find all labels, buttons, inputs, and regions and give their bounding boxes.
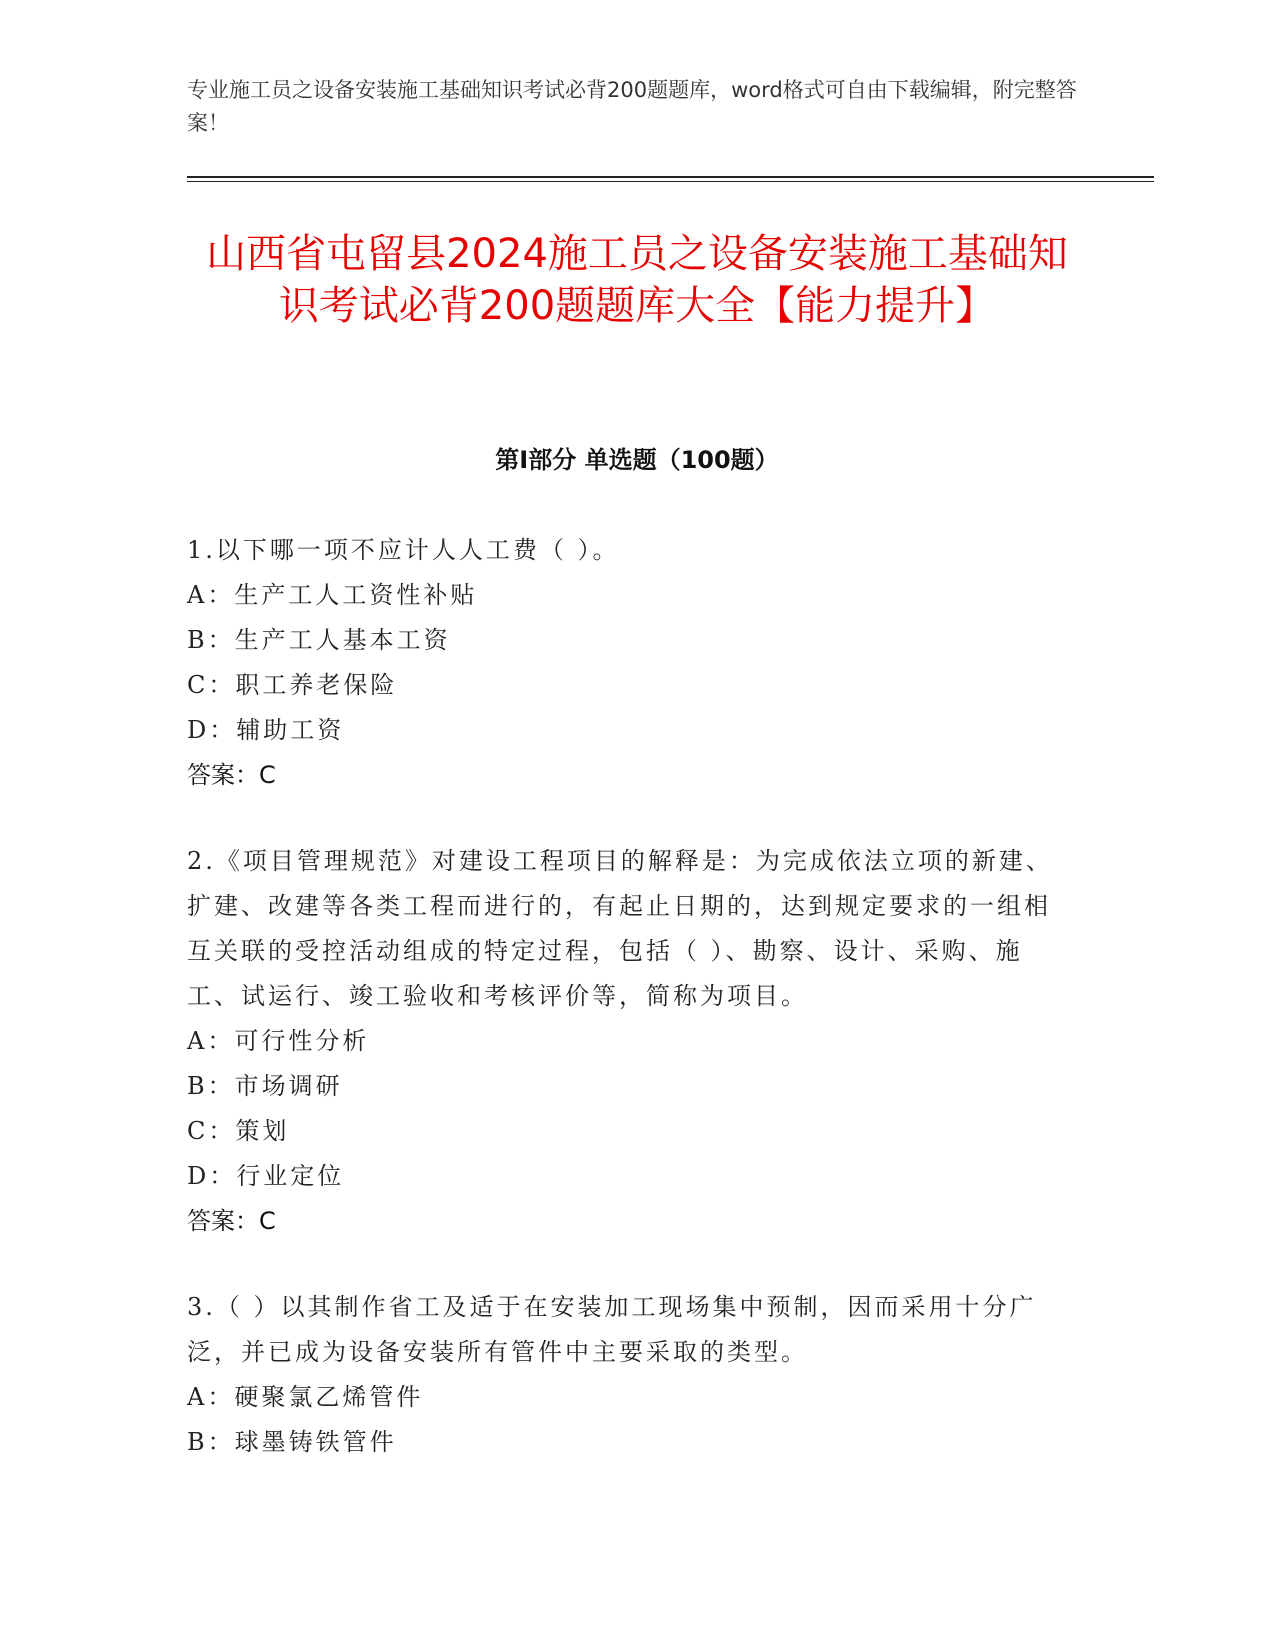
question-2 — [187, 839, 1067, 1244]
option-d: D：行业定位 — [187, 1162, 345, 1190]
option-a: A：生产工人工资性补贴 — [187, 581, 478, 609]
answer: 答案：C — [187, 761, 276, 789]
option-a: A：可行性分析 — [187, 1027, 370, 1055]
section-title: 第Ⅰ部分 单选题（100题） — [495, 446, 779, 474]
question-stem: 3.（ ）以其制作省工及适于在安装加工现场集中预制，因而采用十分广泛，并已成为设备安装所有管件中主要采取的类型。 — [187, 1293, 1037, 1366]
answer: 答案：C — [187, 1207, 276, 1235]
header-note: 专业施工员之设备安装施工基础知识考试必背200题题库，word格式可自由下载编辑，附完整答案！ — [187, 78, 1077, 135]
header-divider — [187, 176, 1154, 178]
option-d: D：辅助工资 — [187, 716, 345, 744]
question-list — [187, 528, 1067, 1506]
question-stem: 1.以下哪一项不应计人人工费（ ）。 — [187, 536, 620, 564]
question-1 — [187, 528, 1067, 798]
option-b: B：市场调研 — [187, 1072, 343, 1100]
question-3 — [187, 1285, 1067, 1465]
option-b: B：球墨铸铁管件 — [187, 1428, 397, 1456]
header-divider-thin — [187, 181, 1154, 182]
question-stem: 2.《项目管理规范》对建设工程项目的解释是：为完成依法立项的新建、扩建、改建等各类工程而进行的，有起止日期的，达到规定要求的一组相互关联的受控活动组成的特定过程，包括（ ）、勘察、设计、采购、施工、试运行、竣工验收和考核评价等，简称为项目。 — [187, 847, 1053, 1010]
option-c: C：职工养老保险 — [187, 671, 398, 699]
option-b: B：生产工人基本工资 — [187, 626, 451, 654]
option-a: A：硬聚氯乙烯管件 — [187, 1383, 424, 1411]
option-c: C：策划 — [187, 1117, 290, 1145]
document-title: 山西省屯留县2024施工员之设备安装施工基础知识考试必背200题题库大全【能力提升】 — [206, 231, 1068, 329]
